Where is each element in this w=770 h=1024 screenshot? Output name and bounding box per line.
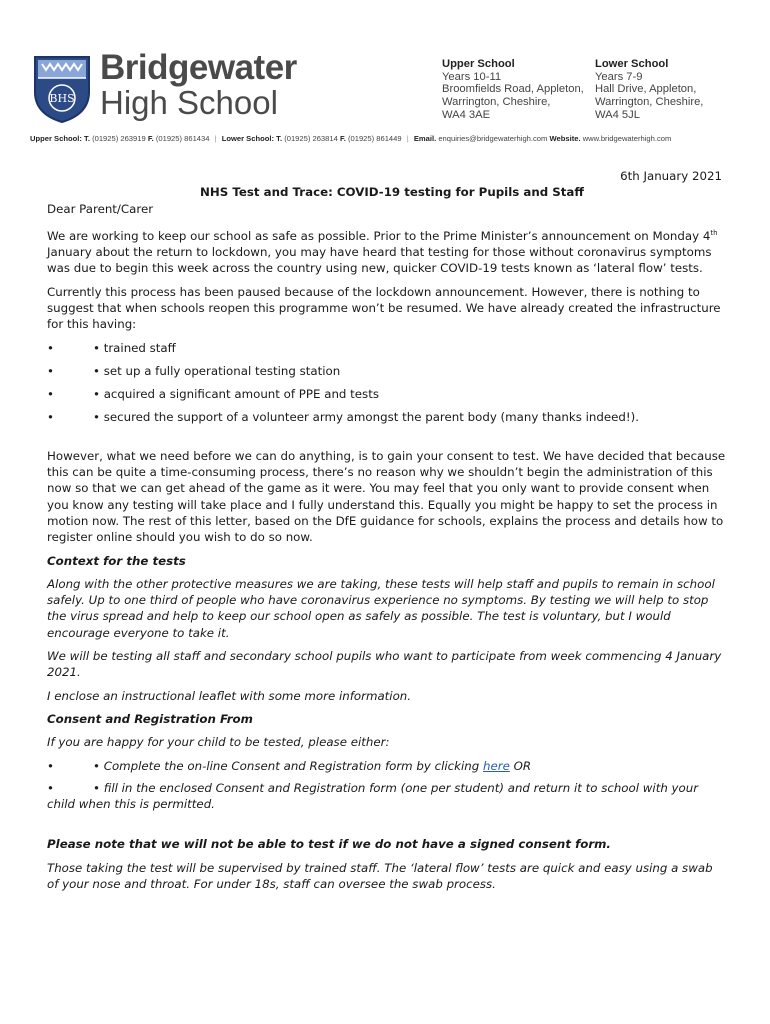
date-suffix: th <box>710 228 718 237</box>
bullet-glyph: • <box>47 758 54 773</box>
list-item-text: • set up a fully operational testing station <box>93 363 341 378</box>
contact-website-label: Website. <box>549 134 581 143</box>
consent-option-online-or: OR <box>509 758 532 773</box>
contact-f-label: F. <box>339 134 346 143</box>
paragraph-supervision: Those taking the test will be supervised by trained staff. The ‘lateral flow’ tests are quick and easy using a swab of your nose and throat. For under 18s, staff can oversee the swab process. <box>47 860 713 892</box>
school-name <box>100 50 297 120</box>
upper-school-address <box>442 58 584 122</box>
paragraph-testing-dates: We will be testing all staff and secondary school pupils who want to participate from week commencing 4 January 2021. <box>47 649 722 680</box>
svg-text:BHS: BHS <box>49 92 75 105</box>
consent-option-paper-text: • fill in the enclosed Consent and Registration form (one per student) and return it to school with your child when this is permitted. <box>47 780 699 812</box>
heading-consent: Consent and Registration From <box>47 711 253 726</box>
contact-lower-phone: (01925) 263814 <box>284 134 338 143</box>
lower-school-line: Warrington, Cheshire, <box>595 96 704 109</box>
upper-school-line: Warrington, Cheshire, <box>442 96 551 109</box>
consent-form-link[interactable]: here <box>483 758 510 773</box>
list-item <box>47 409 727 425</box>
consent-option-online-text: • Complete the on-line Consent and Registration form by clicking <box>93 758 483 773</box>
upper-school-line: WA4 3AE <box>442 108 491 121</box>
letter-date: 6th January 2021 <box>620 169 722 183</box>
paragraph-paused: Currently this process has been paused because of the lockdown announcement. However, there is nothing to suggest that when schools reopen this programme won’t be resumed. We have already created the infrastructure for this having: <box>47 284 721 332</box>
list-item <box>47 363 727 379</box>
letter-subject: NHS Test and Trace: COVID-19 testing for Pupils and Staff <box>200 185 584 200</box>
upper-school-title: Upper School <box>442 58 515 70</box>
contact-t-label: T. <box>84 134 90 143</box>
paragraph-intro-a: We are working to keep our school as safe as possible. Prior to the Prime Minister’s announcement on Monday 4 <box>47 228 711 243</box>
list-item-text: • secured the support of a volunteer army amongst the parent body (many thanks indeed!). <box>93 410 639 425</box>
contact-separator: | <box>406 134 409 143</box>
lower-school-title: Lower School <box>595 58 669 70</box>
list-item <box>47 386 727 402</box>
contact-email[interactable]: enquiries@bridgewaterhigh.com <box>438 134 548 143</box>
list-item-text: • acquired a significant amount of PPE and tests <box>93 387 379 402</box>
lower-school-line: Years 7-9 <box>595 70 643 83</box>
list-item-text: • trained staff <box>93 340 176 355</box>
infrastructure-list <box>47 340 727 426</box>
bullet-glyph: • <box>47 410 54 425</box>
upper-school-line: Broomfields Road, Appleton, <box>442 83 584 96</box>
lower-school-line: WA4 5JL <box>595 108 640 121</box>
paragraph-context: Along with the other protective measures we are taking, these tests will help staff and pupils to remain in school safely. Up to one third of people who have coronavirus experience no symptoms. By testing we will help to stop the virus spread and help to keep our school open as safely as possible. The test is voluntary, but I would encourage everyone to take it. <box>47 576 715 640</box>
paragraph-intro-b: January about the return to lockdown, you may have heard that testing for those without coronavirus symptoms was due to begin this week across the country using new, quicker COVID-19 tests known as ‘lateral flow’ tests. <box>47 245 712 276</box>
school-crest-icon <box>32 54 92 124</box>
paragraph-consent-reason: However, what we need before we can do anything, is to gain your consent to test. We have decided that because this can be quite a time-consuming process, there’s no reason why we shouldn’t begin the administration of this now so that we can get ahead of the game as it were. You may feel that you only want to provide consent when you know any testing will take place and I fully understand this. Equally you might be happy to set the process in motion now. The rest of this letter, based on the DfE guidance for schools, explains the process and details how to register online should you wish to do so now. <box>47 448 726 545</box>
contact-bar <box>30 134 671 143</box>
lower-school-line: Hall Drive, Appleton, <box>595 83 697 96</box>
contact-f-label: F. <box>147 134 154 143</box>
bullet-glyph: • <box>47 780 54 795</box>
bullet-glyph: • <box>47 363 54 378</box>
heading-context: Context for the tests <box>47 553 186 568</box>
school-name-line2: High School <box>100 84 278 121</box>
contact-email-label: Email. <box>413 134 437 143</box>
school-name-line1: Bridgewater <box>100 48 297 87</box>
contact-separator: | <box>214 134 217 143</box>
contact-t-label: T. <box>276 134 283 143</box>
lower-school-address <box>595 58 703 122</box>
salutation: Dear Parent/Carer <box>47 201 154 216</box>
bullet-glyph: • <box>47 340 54 355</box>
paragraph-consent-options: If you are happy for your child to be tested, please either: <box>47 735 390 750</box>
contact-lower-fax: (01925) 861449 <box>347 134 402 143</box>
paragraph-intro <box>47 225 727 277</box>
contact-website[interactable]: www.bridgewaterhigh.com <box>582 134 672 143</box>
paragraph-leaflet: I enclose an instructional leaflet with some more information. <box>47 688 412 703</box>
consent-option-online <box>47 758 727 774</box>
contact-upper-fax: (01925) 861434 <box>155 134 210 143</box>
consent-required-note: Please note that we will not be able to test if we do not have a signed consent form. <box>47 837 611 852</box>
letter-body <box>47 168 727 899</box>
upper-school-line: Years 10-11 <box>442 70 502 83</box>
letterhead <box>0 0 770 160</box>
contact-upper-label: Upper School: <box>30 134 82 143</box>
consent-option-paper <box>47 780 727 813</box>
list-item <box>47 340 727 356</box>
contact-lower-label: Lower School: <box>221 134 275 143</box>
bullet-glyph: • <box>47 387 54 402</box>
contact-upper-phone: (01925) 263919 <box>92 134 146 143</box>
